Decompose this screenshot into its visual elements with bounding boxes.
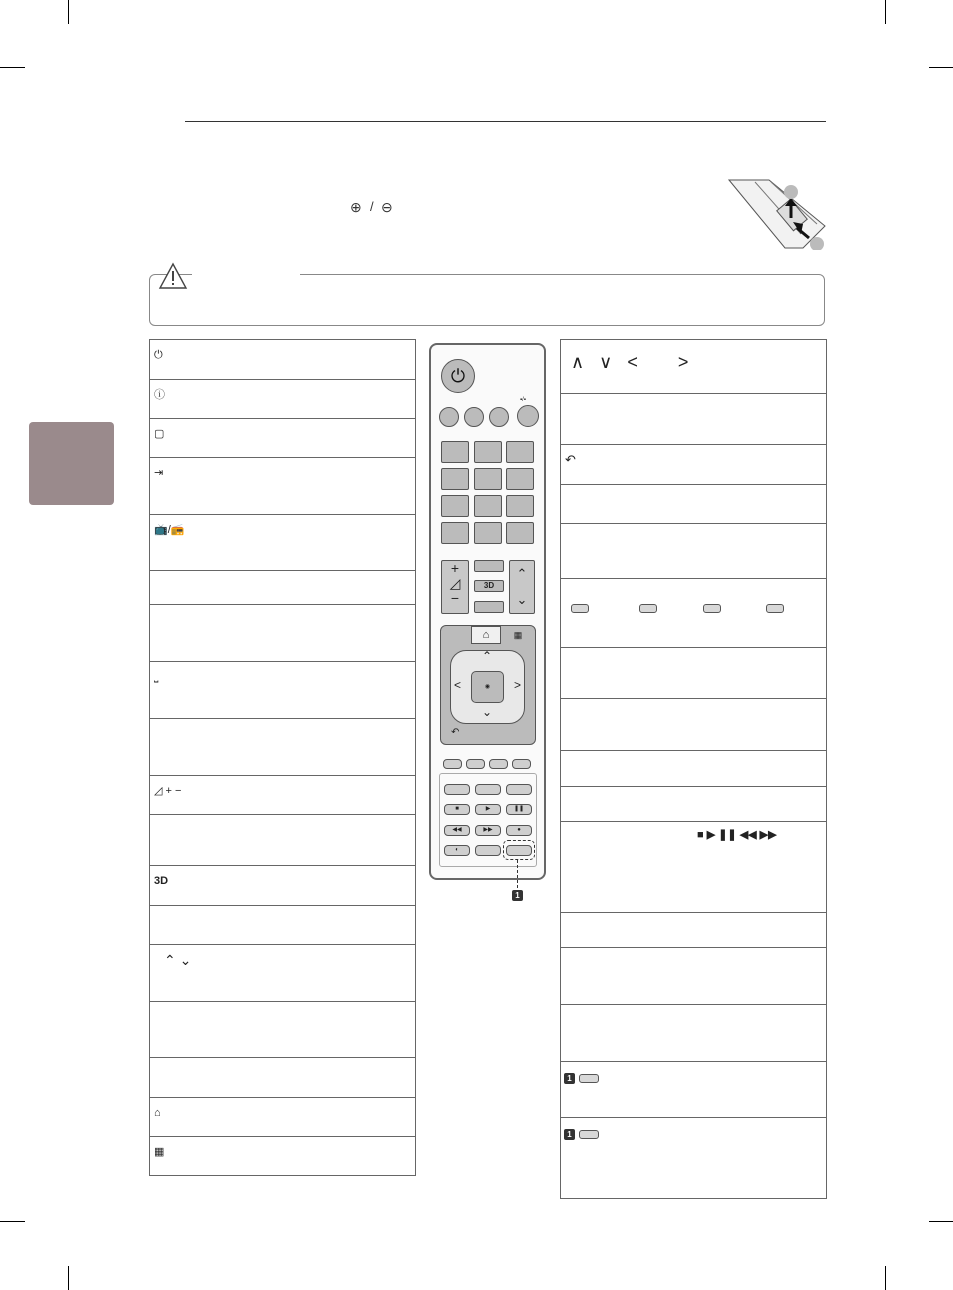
number-button[interactable] <box>441 495 469 517</box>
record-button[interactable]: ● <box>506 825 532 836</box>
table-row <box>150 340 415 380</box>
number-button[interactable] <box>506 468 534 490</box>
green-key-icon <box>639 600 657 618</box>
number-button[interactable] <box>474 468 502 490</box>
pause-button[interactable]: ❚❚ <box>506 804 532 815</box>
polarity-separator: / <box>370 199 374 214</box>
number-button[interactable] <box>506 441 534 463</box>
table-row <box>561 647 826 699</box>
table-row <box>150 718 415 776</box>
table-row <box>561 523 826 579</box>
mute-button[interactable] <box>474 601 504 613</box>
callout-1-leader <box>517 860 519 888</box>
chapter-side-tab <box>29 422 114 505</box>
number-button[interactable] <box>474 441 502 463</box>
number-button[interactable] <box>474 495 502 517</box>
table-row <box>561 484 826 524</box>
home-icon: ⌂ <box>154 1107 161 1119</box>
table-row <box>150 865 415 906</box>
callout-1-button-icon: 1 <box>564 1126 599 1144</box>
table-row <box>150 379 415 419</box>
crop-mark <box>885 0 886 24</box>
yellow-key[interactable] <box>489 759 508 769</box>
crop-mark <box>68 0 69 24</box>
play-button[interactable]: ▶ <box>475 804 501 815</box>
green-key[interactable] <box>466 759 485 769</box>
caution-box <box>149 274 825 326</box>
manual-button[interactable] <box>439 407 459 427</box>
yellow-key-icon <box>703 600 721 618</box>
table-row <box>150 1001 415 1058</box>
crop-mark <box>68 1266 69 1290</box>
table-row <box>150 604 415 662</box>
table-row <box>150 514 415 571</box>
number-button[interactable] <box>441 441 469 463</box>
plus-polarity-icon: ⊕ <box>350 199 362 215</box>
tv-radio-button[interactable] <box>517 405 539 427</box>
playback-controls-icon: ■ ▶ ❚❚ ◀◀ ▶▶ <box>697 829 777 841</box>
table-row <box>150 570 415 605</box>
rewind-button[interactable]: ◀◀ <box>444 825 470 836</box>
table-row <box>561 947 826 1005</box>
ratio-button[interactable] <box>464 407 484 427</box>
table-row <box>150 905 415 945</box>
table-row <box>150 418 415 458</box>
crop-mark <box>885 1266 886 1290</box>
remote-control-illustration <box>429 343 546 880</box>
header-rule <box>185 121 826 122</box>
table-row <box>561 1117 826 1199</box>
caution-box-gap <box>192 270 300 278</box>
up-arrow-icon: ⌃ <box>482 649 493 663</box>
table-row <box>150 1097 415 1137</box>
right-arrow-icon: > <box>514 678 522 692</box>
blue-key-icon <box>766 600 784 618</box>
info-button[interactable]: ◐ <box>444 845 470 856</box>
table-row <box>150 1136 415 1176</box>
red-key-icon <box>571 600 589 618</box>
table-row <box>150 944 415 1002</box>
apps-icon: ▦ <box>154 1146 165 1158</box>
tv-radio-icon: 📺/📻 <box>154 524 185 536</box>
space-icon: ⎵ <box>154 671 159 683</box>
down-arrow-icon: ⌄ <box>482 705 493 719</box>
stop-button[interactable]: ■ <box>444 804 470 815</box>
ratio-icon: ▢ <box>154 428 165 440</box>
table-row <box>150 661 415 719</box>
input-button[interactable] <box>489 407 509 427</box>
number-button[interactable] <box>506 522 534 544</box>
table-row <box>561 444 826 485</box>
quick-menu-button[interactable] <box>475 784 501 795</box>
table-row <box>150 457 415 515</box>
table-row <box>561 750 826 787</box>
av-mode-button[interactable] <box>475 845 501 856</box>
table-row <box>150 775 415 815</box>
table-row <box>561 786 826 822</box>
table-row <box>561 1004 826 1062</box>
number-button[interactable] <box>474 522 502 544</box>
red-key[interactable] <box>443 759 462 769</box>
number-button[interactable] <box>441 522 469 544</box>
input-icon: ⇥ <box>154 467 164 479</box>
table-row <box>561 340 826 394</box>
number-button[interactable] <box>441 468 469 490</box>
manual-icon: ⓘ <box>154 389 165 401</box>
blue-key[interactable] <box>512 759 531 769</box>
right-key-table <box>560 339 827 1199</box>
ok-button[interactable]: ◉ <box>471 671 504 703</box>
navigation-arrows-icon: ∧ ∨ < > <box>571 352 689 372</box>
3d-button[interactable]: 3D <box>474 580 504 592</box>
tv-radio-icon: ▪/▪ <box>520 397 526 403</box>
callout-1-outline <box>503 840 535 860</box>
crop-mark <box>929 1221 953 1222</box>
volume-icon: ◿ + − <box>154 785 182 797</box>
table-row <box>561 698 826 751</box>
table-row <box>561 578 826 648</box>
minus-polarity-icon: ⊖ <box>381 199 393 215</box>
table-row <box>561 912 826 948</box>
table-row <box>561 393 826 445</box>
apps-button[interactable]: ▦ <box>513 630 523 640</box>
home-button[interactable]: ⌂ <box>471 626 501 644</box>
crop-mark <box>0 67 25 68</box>
caution-icon <box>158 262 188 290</box>
channel-rocker[interactable]: ⌃ ⌄ <box>509 560 535 614</box>
table-row <box>150 1057 415 1098</box>
crop-mark <box>0 1221 25 1222</box>
back-icon: ↶ <box>565 452 576 467</box>
table-row <box>561 1061 826 1118</box>
crop-mark <box>929 67 953 68</box>
fast-forward-button[interactable]: ▶▶ <box>475 825 501 836</box>
table-row <box>150 814 415 866</box>
volume-rocker[interactable]: + ◿ − <box>441 560 469 614</box>
page-updown-icon: ⌃ ⌄ <box>164 952 192 968</box>
subtitle-button[interactable] <box>444 784 470 795</box>
table-row <box>561 821 826 913</box>
fav-button[interactable] <box>474 560 504 572</box>
3d-icon: 3D <box>154 875 169 887</box>
callout-1-badge: 1 <box>512 890 523 901</box>
back-icon: ↶ <box>451 727 460 738</box>
left-key-table <box>149 339 416 1176</box>
callout-1-button-icon: 1 <box>564 1070 599 1088</box>
text-button[interactable] <box>506 784 532 795</box>
battery-cover-illustration <box>725 178 830 250</box>
left-arrow-icon: < <box>454 678 462 692</box>
power-icon: ⏻ <box>154 349 163 361</box>
power-button[interactable]: ⏻ <box>441 359 475 393</box>
number-button[interactable] <box>506 495 534 517</box>
